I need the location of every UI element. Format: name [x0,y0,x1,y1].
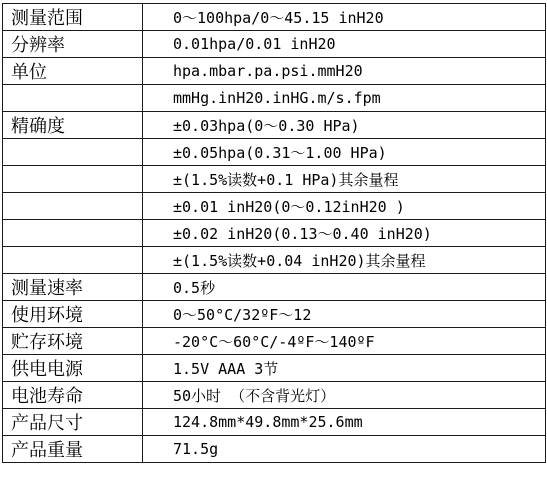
spec-label [3,220,143,247]
table-row-storage-environment [3,328,546,355]
table-row-resolution [3,31,546,58]
spec-label: 产品重量 [3,436,143,463]
spec-label: 贮存环境 [3,328,143,355]
table-row-battery-life [3,382,546,409]
spec-value: ±(1.5%读数+0.1 HPa)其余量程 [143,166,546,193]
spec-value: 0.5秒 [143,274,546,301]
table-row-accuracy-3 [3,166,546,193]
spec-label: 测量范围 [3,4,143,31]
spec-value: hpa.mbar.pa.psi.mmH20 [143,58,546,85]
spec-label: 电池寿命 [3,382,143,409]
table-row-accuracy-4 [3,193,546,220]
table-row-product-weight [3,436,546,463]
spec-value: 0.01hpa/0.01 inH20 [143,31,546,58]
spec-value: ±0.05hpa(0.31～1.00 HPa) [143,139,546,166]
spec-label: 产品尺寸 [3,409,143,436]
spec-label: 单位 [3,58,143,85]
table-row-measuring-rate [3,274,546,301]
spec-value: 1.5V AAA 3节 [143,355,546,382]
spec-value: 50小时 （不含背光灯） [143,382,546,409]
spec-value: 0～50°C/32ºF～12 [143,301,546,328]
spec-label [3,139,143,166]
table-row-accuracy-5 [3,220,546,247]
table-row-product-size [3,409,546,436]
spec-value: -20°C～60°C/-4ºF～140ºF [143,328,546,355]
spec-label: 测量速率 [3,274,143,301]
table-row-units-continued [3,85,546,112]
spec-label: 精确度 [3,112,143,139]
specification-table [2,3,546,463]
spec-label [3,85,143,112]
spec-label [3,247,143,274]
spec-label [3,166,143,193]
spec-value: 71.5g [143,436,546,463]
spec-label: 供电电源 [3,355,143,382]
table-row-power-supply [3,355,546,382]
table-row-accuracy-6 [3,247,546,274]
spec-label [3,193,143,220]
spec-value: 0～100hpa/0～45.15 inH20 [143,4,546,31]
spec-label: 分辨率 [3,31,143,58]
spec-value: ±0.03hpa(0～0.30 HPa) [143,112,546,139]
table-row-accuracy-2 [3,139,546,166]
spec-value: ±0.02 inH20(0.13～0.40 inH20) [143,220,546,247]
table-row-units [3,58,546,85]
spec-value: ±0.01 inH20(0～0.12inH20 ) [143,193,546,220]
spec-value: mmHg.inH20.inHG.m/s.fpm [143,85,546,112]
table-row-accuracy [3,112,546,139]
table-row-operating-environment [3,301,546,328]
spec-value: 124.8mm*49.8mm*25.6mm [143,409,546,436]
table-row-measuring-range [3,4,546,31]
spec-value: ±(1.5%读数+0.04 inH20)其余量程 [143,247,546,274]
spec-label: 使用环境 [3,301,143,328]
